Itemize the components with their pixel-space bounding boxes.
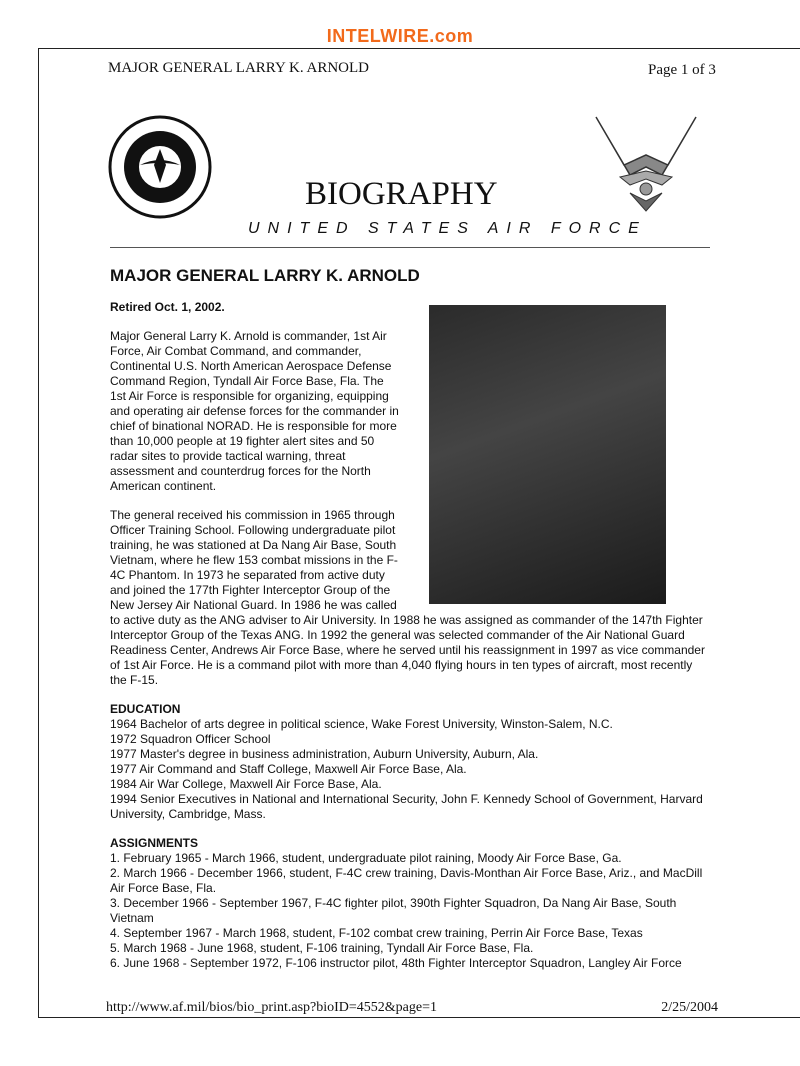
list-item: 6. June 1968 - September 1972, F-106 instructor pilot, 48th Fighter Interceptor Squadron, Langley Air Force xyxy=(110,956,682,970)
education-heading: EDUCATION xyxy=(110,702,181,716)
list-item: 1977 Air Command and Staff College, Maxwell Air Force Base, Ala. xyxy=(110,762,467,776)
bio-paragraph: The general received his commission in 1965 through Officer Training School. Following undergraduate pilot training, he was stationed at Da Nang Air Base, South Vietnam, where he flew 153 combat missions in the F-4C Phantom. In 1973 he separated from active duty and joined the 177th Fighter Interceptor Group of the New Jersey Air National Guard. In 1986 he was called to active duty as the ANG adviser to Air University. In 1988 he was assigned as commander of the 147th Fighter Interceptor Group of the Texas ANG. In 1992 the general was selected commander of the Air National Guard Readiness Center, Andrews Air Force Base, where he served until his reassignment in 1997 as vice commander of 1st Air Force. He is a command pilot with more than 4,040 flying hours in ten types of aircraft, most recently the F-15. xyxy=(110,508,705,687)
list-item: 1994 Senior Executives in National and International Security, John F. Kennedy School of Government, Harvard University, Cambridge, Mass. xyxy=(110,792,703,821)
page-number: Page 1 of 3 xyxy=(648,62,716,78)
footer-date: 2/25/2004 xyxy=(661,1000,718,1015)
retired-date: Retired Oct. 1, 2002. xyxy=(110,300,225,314)
assignments-heading: ASSIGNMENTS xyxy=(110,836,199,850)
bio-name-heading: MAJOR GENERAL LARRY K. ARNOLD xyxy=(110,266,420,285)
biography-body xyxy=(110,0,706,971)
list-item: 1972 Squadron Officer School xyxy=(110,732,271,746)
header-title: MAJOR GENERAL LARRY K. ARNOLD xyxy=(108,60,369,76)
list-item: 1977 Master's degree in business administration, Auburn University, Auburn, Ala. xyxy=(110,747,539,761)
list-item: 3. December 1966 - September 1967, F-4C fighter pilot, 390th Fighter Squadron, Da Nang Air Base, South Vietnam xyxy=(110,896,677,925)
education-list xyxy=(110,717,706,822)
portrait-photo xyxy=(429,305,666,604)
list-item: 2. March 1966 - December 1966, student, F-4C crew training, Davis-Monthan Air Force Base, Ariz., and MacDill Air Force Base, Fla. xyxy=(110,866,703,895)
biography-title: BIOGRAPHY xyxy=(305,176,498,212)
page-footer xyxy=(106,999,718,1017)
usaf-subtitle: UNITED STATES AIR FORCE xyxy=(248,220,647,237)
page-border-left xyxy=(38,48,39,1017)
list-item: 4. September 1967 - March 1968, student, F-102 combat crew training, Perrin Air Force Base, Texas xyxy=(110,926,643,940)
assignments-list xyxy=(110,851,706,971)
page-border-bottom xyxy=(38,1017,800,1018)
watermark: INTELWIRE.com xyxy=(326,26,474,46)
list-item: 1. February 1965 - March 1966, student, undergraduate pilot raining, Moody Air Force Base, Ga. xyxy=(110,851,622,865)
footer-url: http://www.af.mil/bios/bio_print.asp?bioID=4552&page=1 xyxy=(106,1000,438,1015)
bio-paragraph: Major General Larry K. Arnold is commander, 1st Air Force, Air Combat Command, and commander, Continental U.S. North American Aerospace Defense Command Region, Tyndall Air Force Base, Fla. The 1st Air Force is responsible for organizing, equipping and operating air defense forces for the commander in chief of binational NORAD. He is responsible for more than 10,000 people at 19 fighter alert sites and 50 radar sites to provide tactical warning, threat assessment and counterdrug forces for the North American continent. xyxy=(110,329,399,493)
list-item: 1984 Air War College, Maxwell Air Force Base, Ala. xyxy=(110,777,382,791)
list-item: 5. March 1968 - June 1968, student, F-106 training, Tyndall Air Force Base, Fla. xyxy=(110,941,534,955)
list-item: 1964 Bachelor of arts degree in political science, Wake Forest University, Winston-Salem, N.C. xyxy=(110,717,613,731)
